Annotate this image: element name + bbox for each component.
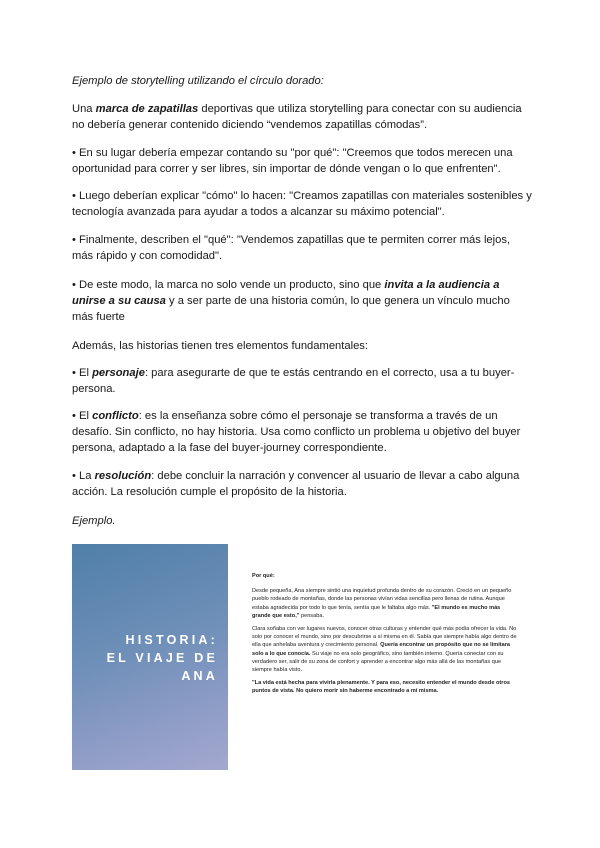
paragraph-brand — [72, 101, 532, 133]
story-closing-quote: "La vida está hecha para vivirla plenamente. Y para eso, necesito entender el mundo desde otros puntos de vista. No quiero morir sin haberme encontrado a mí misma. — [252, 680, 510, 695]
emphasis-brand: marca de zapatillas — [95, 103, 199, 115]
intro-heading: Ejemplo de storytelling utilizando el círculo dorado: — [72, 75, 324, 87]
bullet-conclusion — [72, 277, 532, 325]
element-conflict — [72, 408, 532, 456]
cover-title: HISTORIA: EL VIAJE DE ANA — [106, 633, 218, 683]
element-resolution — [72, 468, 532, 500]
example-label: Ejemplo. — [72, 515, 116, 527]
bullet-why: • En su lugar debería empezar contando su "por qué": "Creemos que todos merecen una oportunidad para correr y ser libres, sin importar de dónde vengan o lo que enfrenten". — [72, 147, 513, 175]
story-paragraph — [252, 587, 520, 620]
text-segment: : es la enseñanza sobre cómo el personaje se transforma a través de un desafío. Sin conflicto, no hay historia. Usa como conflicto un problema u objetivo del buyer persona, adaptado a la fase del buyer-journey correspondiente. — [72, 410, 521, 454]
text-segment: pensaba. — [299, 612, 324, 619]
emphasis-cause: invita a la audiencia a unirse a su causa — [72, 279, 500, 307]
emphasis-resolution: resolución — [94, 470, 152, 482]
text-segment: • El — [72, 367, 93, 379]
text-segment: Su viaje no era solo geográfico, sino también interno. Quería conectar con su verdadero ser, salir de su zona de confort y aprender a encontrar algo más allá de las montañas que siempre había visto. — [252, 650, 504, 674]
text-segment: • De este modo, la marca no solo vende un producto, sino que — [72, 279, 385, 291]
text-segment: : para asegurarte de que te estás centrando en el correcto, usa a tu buyer-persona. — [72, 367, 515, 395]
story-emphasis: Quería encontrar un propósito que no se limitara solo a lo que conocía. — [252, 642, 511, 657]
text-segment: deportivas que utiliza storytelling para conectar con su audiencia no debería generar contenido diciendo “vendemos zapatillas cómodas”. — [72, 103, 522, 131]
story-paragraph — [252, 679, 520, 695]
example-figure — [72, 544, 532, 770]
story-heading: Por qué: — [252, 573, 275, 579]
text-segment: Clara soñaba con ver lugares nuevos, conocer otras culturas y entender qué más podía ofrecer la vida. No solo por conocer el mundo, sino por descubrirse a sí misma en él. Sabía que siempre había algo dentro de ella que anhelaba aventura y crecimiento personal. — [252, 626, 517, 649]
text-segment: • El — [72, 410, 93, 422]
story-paragraph — [252, 625, 520, 674]
bullet-what: • Finalmente, describen el "qué": "Vendemos zapatillas que te permiten correr más lejos, más rápido y con comodidad". — [72, 234, 511, 262]
story-text — [252, 572, 520, 701]
text-segment: : debe concluir la narración y convencer al usuario de llevar a cabo alguna acción. La resolución cumple el propósito de la historia. — [72, 470, 520, 498]
elements-intro: Además, las historias tienen tres elementos fundamentales: — [72, 340, 369, 352]
text-segment: • La — [72, 470, 95, 482]
text-segment: Desde pequeña, Ana siempre sintió una inquietud profunda dentro de su corazón. Creció en un pequeño pueblo rodeado de montañas, donde las personas vivían vidas sencillas pero llenas de rutina. Aunque estaba agradecida por todo lo que tenía, sentía que le faltaba algo más. — [252, 588, 512, 611]
text-segment: y a ser parte de una historia común, lo que genera un vínculo mucho más fuerte — [72, 295, 510, 323]
text-segment: Una — [72, 103, 96, 115]
story-cover-image — [72, 544, 228, 770]
story-quote: "El mundo es mucho más grande que esto," — [252, 604, 501, 619]
bullet-how: • Luego deberían explicar "cómo" lo hacen: "Creamos zapatillas con materiales sostenibles y tecnología avanzada para ayudar a todos a alcanzar su máximo potencial". — [72, 190, 532, 218]
emphasis-conflict: conflicto — [92, 410, 139, 422]
emphasis-character: personaje — [92, 367, 145, 379]
element-character — [72, 365, 532, 397]
